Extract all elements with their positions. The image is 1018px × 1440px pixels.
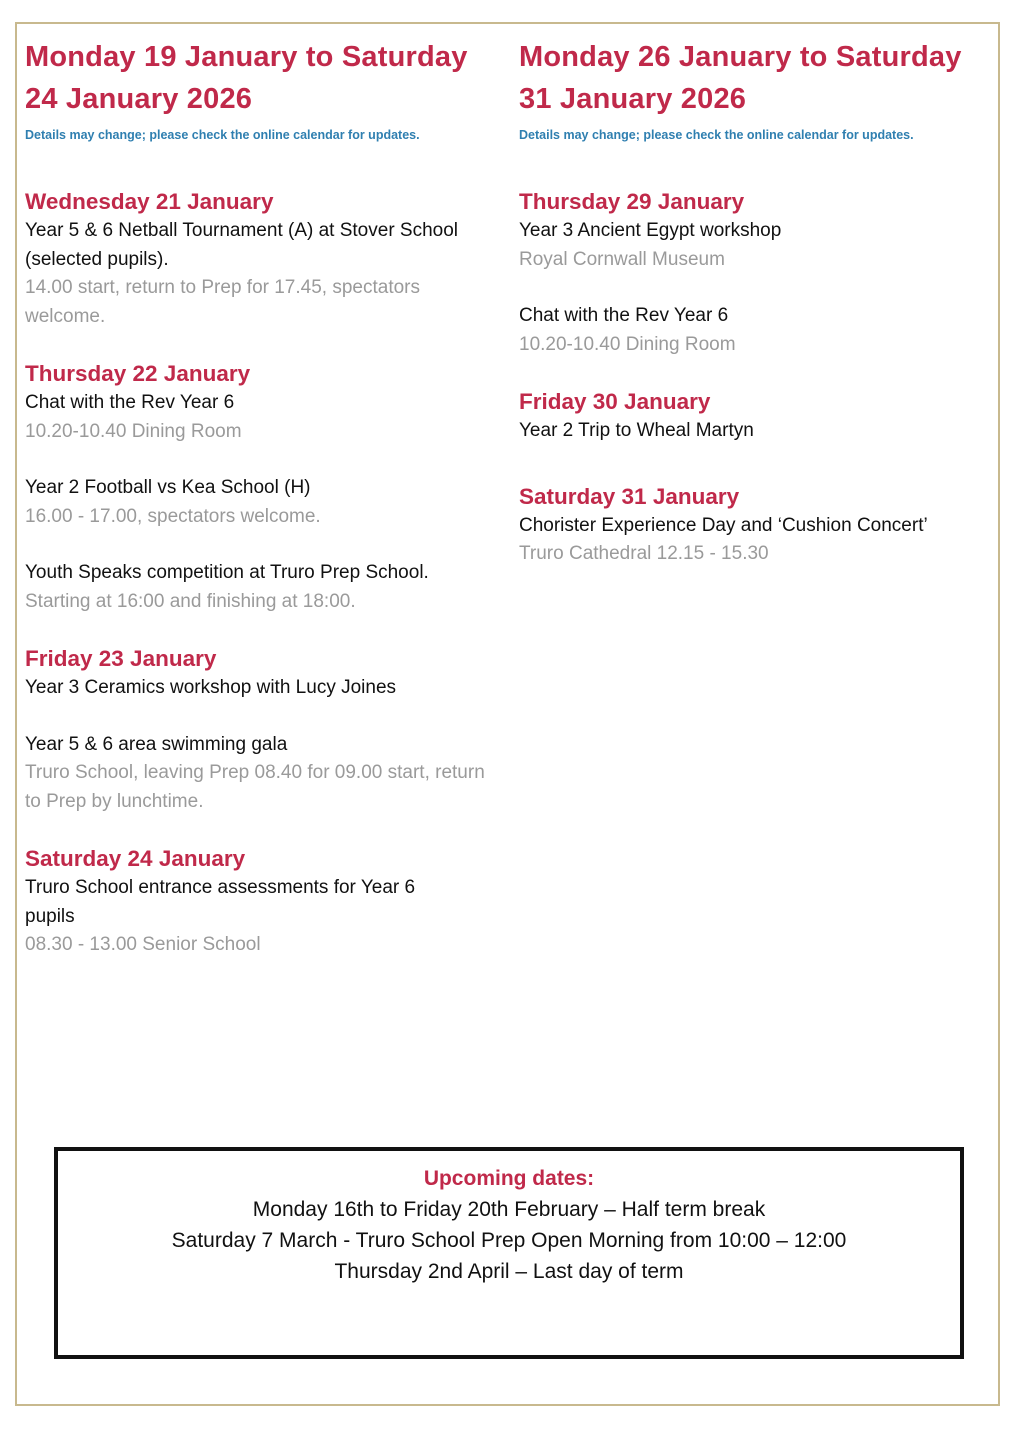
event-detail: 14.00 start, return to Prep for 17.45, spectators welcome. xyxy=(25,277,420,327)
day-heading: Saturday 24 January xyxy=(25,846,246,871)
event-title: Chat with the Rev Year 6 xyxy=(519,305,729,326)
day-section xyxy=(519,387,989,446)
event-item xyxy=(519,217,989,274)
event-item xyxy=(25,674,495,703)
day-heading: Friday 23 January xyxy=(25,646,217,671)
day-section xyxy=(25,844,495,960)
event-detail: Royal Cornwall Museum xyxy=(519,248,725,270)
event-item xyxy=(25,474,495,531)
event-title: Year 5 & 6 area swimming gala xyxy=(25,733,288,755)
upcoming-line: Saturday 7 March - Truro School Prep Open Morning from 10:00 – 12:00 xyxy=(171,1229,847,1252)
day-heading: Thursday 29 January xyxy=(519,189,745,214)
event-detail: 10.20-10.40 Dining Room xyxy=(25,420,242,442)
upcoming-line: Monday 16th to Friday 20th February – Half term break xyxy=(252,1198,766,1221)
week-column-right xyxy=(519,36,989,569)
event-item xyxy=(25,217,495,331)
event-item xyxy=(25,389,495,446)
event-title: Year 3 Ceramics workshop with Lucy Joines xyxy=(25,677,397,698)
week-column-left xyxy=(25,36,495,960)
day-section xyxy=(25,359,495,616)
upcoming-line: Thursday 2nd April – Last day of term xyxy=(334,1260,684,1283)
upcoming-dates-box xyxy=(54,1147,964,1359)
day-heading: Thursday 22 January xyxy=(25,361,251,386)
calendar-note: Details may change; please check the online calendar for updates. xyxy=(25,128,420,142)
event-item xyxy=(519,302,989,359)
event-title: Year 2 Trip to Wheal Martyn xyxy=(519,420,754,441)
day-section xyxy=(519,482,989,569)
event-title: Year 5 & 6 Netball Tournament (A) at Stover School (selected pupils). xyxy=(25,220,459,270)
day-heading: Friday 30 January xyxy=(519,389,711,414)
event-item xyxy=(519,417,989,446)
calendar-note: Details may change; please check the online calendar for updates. xyxy=(519,128,914,142)
event-title: Truro School entrance assessments for Year 6 pupils xyxy=(25,877,416,927)
day-section xyxy=(25,644,495,816)
week-title: Monday 26 January to Saturday 31 January 2026 xyxy=(519,41,962,115)
event-title: Year 3 Ancient Egypt workshop xyxy=(519,220,782,241)
day-section xyxy=(519,187,989,359)
event-title: Chat with the Rev Year 6 xyxy=(25,392,235,413)
event-detail: Truro Cathedral 12.15 - 15.30 xyxy=(519,543,769,564)
event-item xyxy=(25,874,495,960)
day-heading: Wednesday 21 January xyxy=(25,189,274,214)
day-heading: Saturday 31 January xyxy=(519,483,740,509)
day-section xyxy=(25,187,495,331)
event-title: Chorister Experience Day and ‘Cushion Concert’ xyxy=(519,514,928,536)
event-title: Youth Speaks competition at Truro Prep School. xyxy=(25,562,429,583)
event-detail: 10.20-10.40 Dining Room xyxy=(519,333,736,355)
event-item xyxy=(519,512,989,569)
event-detail: Truro School, leaving Prep 08.40 for 09.00 start, return to Prep by lunchtime. xyxy=(25,762,485,812)
upcoming-heading: Upcoming dates: xyxy=(423,1167,595,1190)
event-item xyxy=(25,731,495,817)
event-detail: Starting at 16:00 and finishing at 18:00. xyxy=(25,590,356,612)
event-title: Year 2 Football vs Kea School (H) xyxy=(25,477,311,498)
event-item xyxy=(25,559,495,616)
event-detail: 16.00 - 17.00, spectators welcome. xyxy=(25,505,321,527)
event-detail: 08.30 - 13.00 Senior School xyxy=(25,934,261,955)
week-title: Monday 19 January to Saturday 24 January 2026 xyxy=(25,41,468,115)
